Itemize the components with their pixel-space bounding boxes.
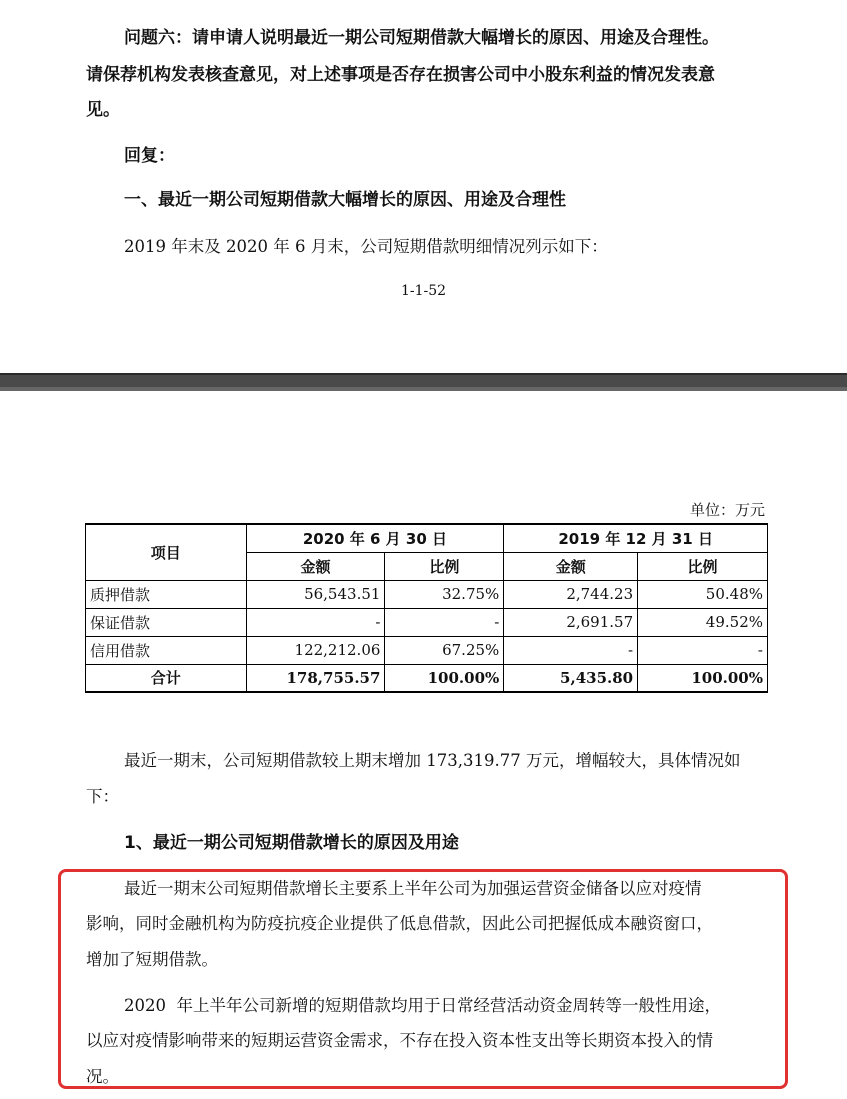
- reason-paragraph-line-2: 影响，同时金融机构为防疫抗疫企业提供了低息借款，因此公司把握低成本融资窗口，: [86, 914, 713, 933]
- total-ratio: 100.00%: [385, 664, 504, 692]
- page-number: 1-1-52: [400, 283, 447, 299]
- cell-amount: 2,691.57: [504, 608, 638, 636]
- header-amount: 金额: [246, 552, 385, 580]
- row-label: 保证借款: [86, 608, 247, 636]
- table-row: [86, 580, 768, 608]
- header-period-2020: 2020 年 6 月 30 日: [246, 524, 504, 552]
- unit-label: 单位：万元: [689, 501, 765, 519]
- header-ratio: 比例: [385, 552, 504, 580]
- header-ratio: 比例: [638, 552, 768, 580]
- reason-paragraph-line-1: 最近一期末公司短期借款增长主要系上半年公司为加强运营资金储备以应对疫情: [124, 879, 702, 898]
- section-heading: 一、最近一期公司短期借款大幅增长的原因、用途及合理性: [124, 190, 566, 210]
- use-paragraph-line-2: 以应对疫情影响带来的短期运营资金需求，不存在投入资本性支出等长期资本投入的情: [86, 1031, 713, 1050]
- table-total-row: [86, 664, 768, 692]
- cell-amount: -: [504, 636, 638, 664]
- reason-paragraph-line-3: 增加了短期借款。: [86, 950, 218, 969]
- reply-label: 回复：: [124, 146, 175, 166]
- use-paragraph-line-3: 况。: [86, 1067, 119, 1086]
- header-period-2019: 2019 年 12 月 31 日: [504, 524, 768, 552]
- total-amount: 5,435.80: [504, 664, 638, 692]
- cell-ratio: -: [638, 636, 768, 664]
- short-term-loan-table: [85, 523, 768, 693]
- cell-amount: -: [246, 608, 385, 636]
- page-divider: [0, 373, 847, 391]
- cell-amount: 122,212.06: [246, 636, 385, 664]
- total-amount: 178,755.57: [246, 664, 385, 692]
- total-ratio: 100.00%: [638, 664, 768, 692]
- cell-ratio: -: [385, 608, 504, 636]
- cell-amount: 56,543.51: [246, 580, 385, 608]
- cell-amount: 2,744.23: [504, 580, 638, 608]
- table-row: [86, 636, 768, 664]
- increase-paragraph-line-2: 下：: [86, 787, 119, 806]
- question-line-2: 请保荐机构发表核查意见，对上述事项是否存在损害公司中小股东利益的情况发表意: [86, 65, 715, 85]
- cell-ratio: 49.52%: [638, 608, 768, 636]
- header-item: 项目: [86, 524, 247, 580]
- question-line-3: 见。: [86, 100, 120, 120]
- increase-paragraph-line-1: 最近一期末，公司短期借款较上期末增加 173,319.77 万元，增幅较大，具体情况如: [124, 751, 741, 770]
- highlight-box: [58, 869, 788, 1089]
- cell-ratio: 50.48%: [638, 580, 768, 608]
- header-amount: 金额: [504, 552, 638, 580]
- table-row: [86, 608, 768, 636]
- cell-ratio: 67.25%: [385, 636, 504, 664]
- row-label: 质押借款: [86, 580, 247, 608]
- cell-ratio: 32.75%: [385, 580, 504, 608]
- intro-sentence: 2019 年末及 2020 年 6 月末，公司短期借款明细情况列示如下：: [124, 237, 608, 256]
- total-label: 合计: [86, 664, 247, 692]
- row-label: 信用借款: [86, 636, 247, 664]
- use-paragraph-line-1: 2020 年上半年公司新增的短期借款均用于日常经营活动资金周转等一般性用途，: [124, 996, 721, 1015]
- sub-heading: 1、最近一期公司短期借款增长的原因及用途: [124, 833, 459, 853]
- question-line-1: 问题六：请申请人说明最近一期公司短期借款大幅增长的原因、用途及合理性。: [124, 28, 719, 48]
